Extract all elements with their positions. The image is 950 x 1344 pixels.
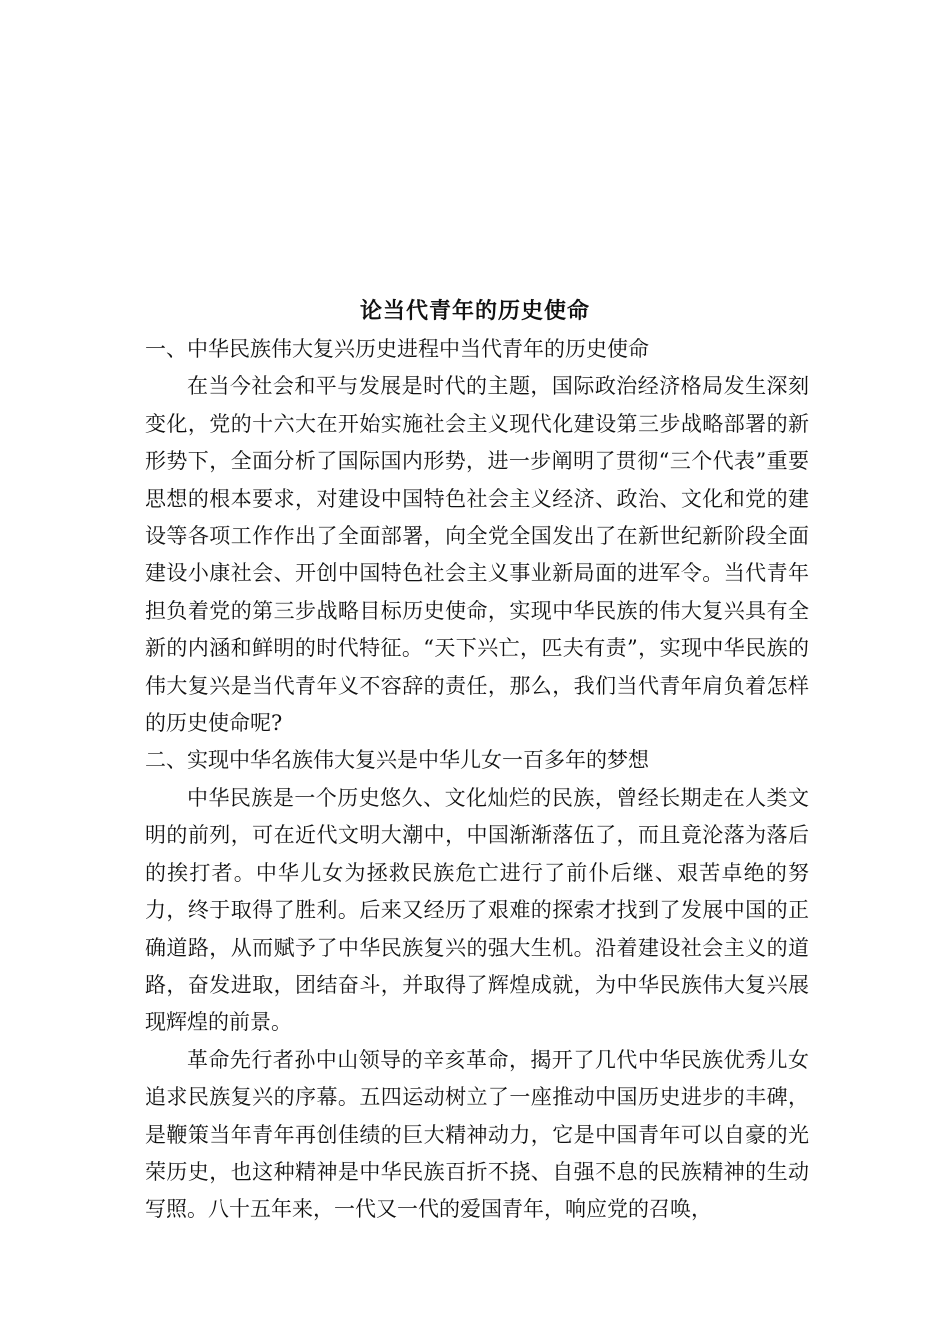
paragraph: 中华民族是一个历史悠久、文化灿烂的民族，曾经长期走在人类文明的前列，可在近代文明大潮中，中国渐渐落伍了，而且竟沦落为落后的挨打者。中华儿女为拯救民族危亡进行了前仆后继、艰苦卓绝的努力，终于取得了胜利。后来又经历了艰难的探索才找到了发展中国的正确道路，从而赋予了中华民族复兴的强大生机。沿着建设社会主义的道路，奋发进取，团结奋斗，并取得了辉煌成就，为中华民族伟大复兴展现辉煌的前景。	[145, 785, 809, 1035]
document-body	[145, 331, 809, 1229]
paragraph: 革命先行者孙中山领导的辛亥革命，揭开了几代中华民族优秀儿女追求民族复兴的序幕。五四运动树立了一座推动中国历史进步的丰碑，是鞭策当年青年再创佳绩的巨大精神动力，它是中国青年可以自豪的光荣历史，也这种精神是中华民族百折不挠、自强不息的民族精神的生动写照。八十五年来，一代又一代的爱国青年，响应党的召唤，	[145, 1047, 809, 1222]
section-heading-2: 二、实现中华名族伟大复兴是中华儿女一百多年的梦想	[145, 748, 649, 773]
document-title: 论当代青年的历史使命	[359, 299, 590, 324]
section-heading-1: 一、中华民族伟大复兴历史进程中当代青年的历史使命	[145, 337, 649, 361]
paragraph: 在当今社会和平与发展是时代的主题，国际政治经济格局发生深刻变化，党的十六大在开始实施社会主义现代化建设第三步战略部署的新形势下，全面分析了国际国内形势，进一步阐明了贯彻“三个代表”重要思想的根本要求，对建设中国特色社会主义经济、政治、文化和党的建设等各项工作作出了全面部署，向全党全国发出了在新世纪新阶段全面建设小康社会、开创中国特色社会主义事业新局面的进军令。当代青年担负着党的第三步战略目标历史使命，实现中华民族的伟大复兴具有全新的内涵和鲜明的时代特征。“天下兴亡，匹夫有责”，实现中华民族的伟大复兴是当代青年义不容辞的责任，那么，我们当代青年肩负着怎样的历史使命呢?	[145, 374, 809, 736]
